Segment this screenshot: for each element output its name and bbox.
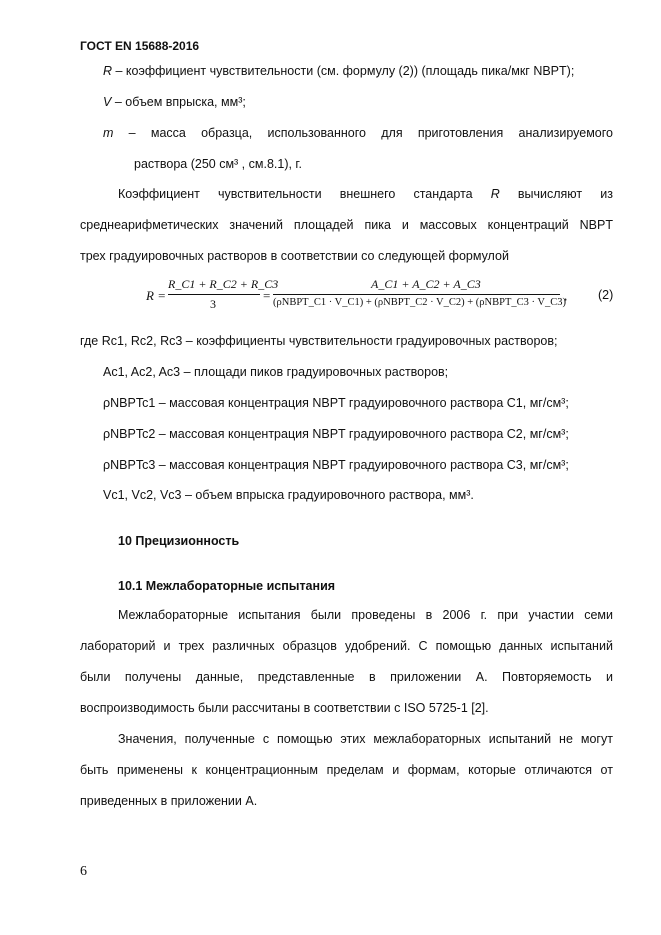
- page-number: 6: [80, 864, 87, 879]
- formula-lhs: R =: [146, 288, 166, 303]
- paragraph-line: среднеарифметических значений площадей пика и массовых концентраций NBPT: [80, 218, 613, 232]
- definition-v: V – объем впрыска, мм³;: [103, 95, 246, 109]
- paragraph-line: Коэффициент чувствительности внешнего стандарта R вычисляют из: [118, 187, 613, 201]
- where-line: Ac1, Ac2, Ac3 – площади пиков градуировочных растворов;: [103, 365, 449, 379]
- paragraph-line: лабораторий и трех различных образцов удобрений. С помощью данных испытаний: [80, 639, 613, 653]
- paragraph-line: воспроизводимость были рассчитаны в соответствии с ISO 5725-1 [2].: [80, 701, 489, 715]
- definition-m: m – масса образца, использованного для приготовления анализируемого: [103, 126, 613, 140]
- subsection-heading: 10.1 Межлабораторные испытания: [118, 579, 336, 593]
- where-line: ρNBPTc2 – массовая концентрация NBPT градуировочного раствора С2, мг/см³;: [103, 427, 569, 441]
- section-heading: 10 Прецизионность: [118, 534, 240, 548]
- where-line: ρNBPTc3 – массовая концентрация NBPT градуировочного раствора С3, мг/см³;: [103, 458, 569, 472]
- paragraph-line: трех градуировочных растворов в соответствии со следующей формулой: [80, 249, 509, 263]
- where-line: где Rc1, Rc2, Rc3 – коэффициенты чувствительности градуировочных растворов;: [80, 334, 558, 348]
- formula-denominator-1: 3: [210, 297, 216, 311]
- paragraph-line: приведенных в приложении А.: [80, 794, 258, 808]
- paragraph-line: Межлабораторные испытания были проведены в 2006 г. при участии семи: [118, 608, 613, 622]
- definition-m-continued: раствора (250 см³ , см.8.1), г.: [134, 157, 302, 171]
- fraction-bar: [273, 294, 560, 295]
- formula-comma: ,: [564, 288, 568, 303]
- paragraph-line: были получены данные, представленные в приложении А. Повторяемость и: [80, 670, 613, 684]
- paragraph-line: быть применены к концентрационным пределам и формам, которые отличаются от: [80, 763, 613, 777]
- formula-numerator-2: A_C1 + A_C2 + A_C3: [371, 277, 481, 291]
- document-header: ГОСТ EN 15688-2016: [80, 39, 200, 53]
- formula-2: [146, 277, 616, 317]
- formula-denominator-2: (ρNBPT_C1 · V_C1) + (ρNBPT_C2 · V_C2) + (ρNBPT_C3 · V_C3): [273, 297, 567, 308]
- definition-r: R – коэффициент чувствительности (см. формулу (2)) (площадь пика/мкг NBPT);: [103, 64, 575, 78]
- formula-numerator-1: R_C1 + R_C2 + R_C3: [168, 277, 279, 291]
- formula-equals: =: [263, 288, 271, 303]
- paragraph-line: Значения, полученные с помощью этих межлабораторных испытаний не могут: [118, 732, 613, 746]
- where-line: ρNBPTc1 – массовая концентрация NBPT градуировочного раствора С1, мг/см³;: [103, 396, 569, 410]
- where-line: Vc1, Vc2, Vc3 – объем впрыска градуировочного раствора, мм³.: [103, 488, 474, 502]
- formula-number: (2): [598, 288, 614, 302]
- fraction-bar: [168, 294, 260, 295]
